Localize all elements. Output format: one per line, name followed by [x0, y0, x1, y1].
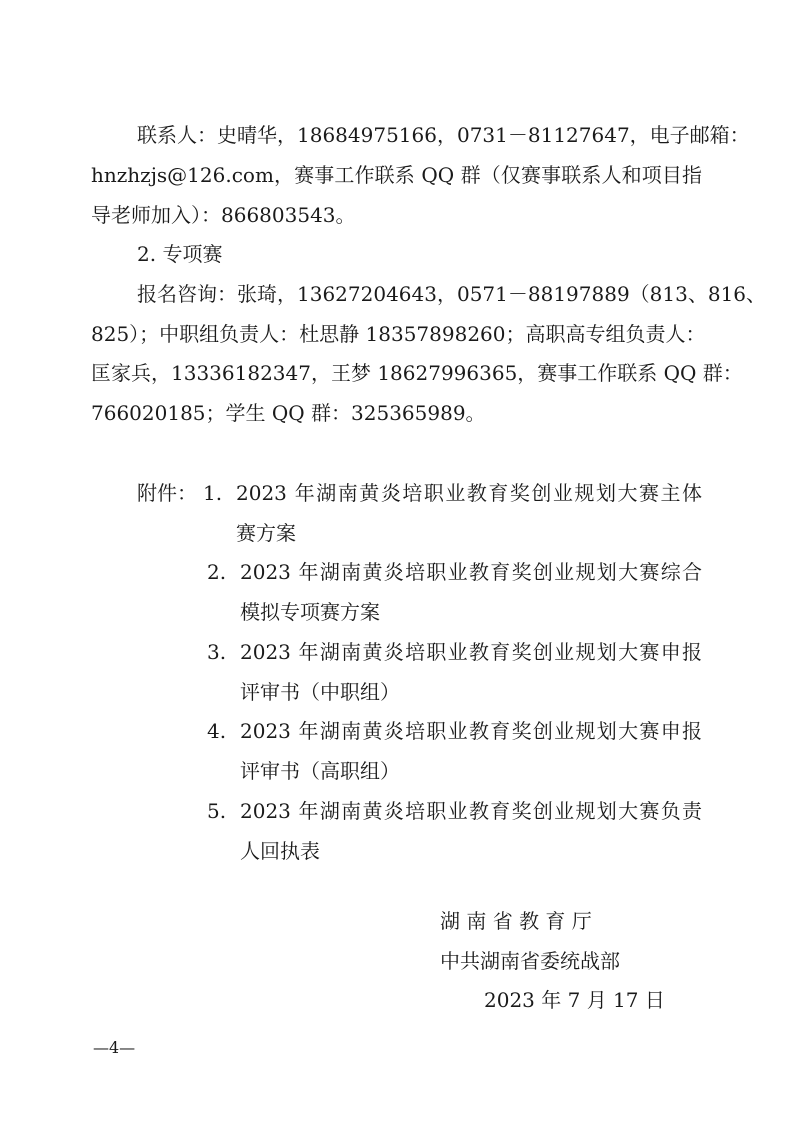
attachment-1-line-2: 赛方案 — [236, 521, 296, 545]
attachment-3-line-2: 评审书（中职组） — [240, 680, 400, 704]
attachment-5-line-2: 人回执表 — [240, 839, 320, 863]
signature-date: 2023 年 7 月 17 日 — [484, 988, 665, 1012]
contact-line-1: 联系人：史晴华，18684975166，0731－81127647，电子邮箱： — [137, 123, 750, 147]
special-line-2: 825）；中职组负责人：杜思静 18357898260；高职高专组负责人： — [91, 322, 706, 346]
special-line-4: 766020185；学生 QQ 群：325365989。 — [91, 401, 486, 425]
attachment-1-line-1: 2023 年湖南黄炎培职业教育奖创业规划大赛主体 — [236, 481, 702, 505]
special-heading: 2. 专项赛 — [137, 242, 223, 266]
attachment-4-line-2: 评审书（高职组） — [240, 759, 400, 783]
signature-org-1: 湖 南 省 教 育 厅 — [440, 909, 592, 933]
contact-line-3: 导老师加入）：866803543。 — [91, 203, 356, 227]
page-number: —4— — [93, 1038, 136, 1057]
attachment-2-line-2: 模拟专项赛方案 — [240, 600, 380, 624]
attachments-label: 附件： — [137, 481, 197, 505]
contact-line-2: hnzhzjs@126.com，赛事工作联系 QQ 群（仅赛事联系人和项目指 — [91, 163, 702, 187]
attachment-4-line-1: 2023 年湖南黄炎培职业教育奖创业规划大赛申报 — [240, 719, 702, 743]
signature-org-2: 中共湖南省委统战部 — [440, 949, 620, 973]
special-line-3: 匡家兵，13336182347，王梦 18627996365，赛事工作联系 QQ 群： — [91, 361, 743, 385]
attachment-2-line-1: 2023 年湖南黄炎培职业教育奖创业规划大赛综合 — [240, 560, 702, 584]
special-line-1: 报名咨询：张琦，13627204643，0571－88197889（813、816、 — [137, 282, 767, 306]
attachment-4-num: 4. — [207, 719, 227, 743]
attachment-2-num: 2. — [207, 560, 227, 584]
attachment-5-num: 5. — [207, 799, 227, 823]
attachment-3-line-1: 2023 年湖南黄炎培职业教育奖创业规划大赛申报 — [240, 640, 702, 664]
attachment-5-line-1: 2023 年湖南黄炎培职业教育奖创业规划大赛负责 — [240, 799, 702, 823]
attachment-1-num: 1. — [203, 481, 223, 505]
attachment-3-num: 3. — [207, 640, 227, 664]
